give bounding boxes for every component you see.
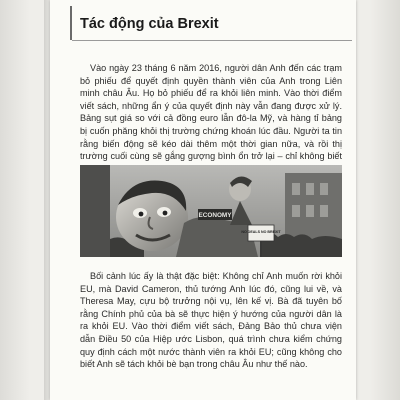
book-page [50,0,356,400]
photo-illustration [80,165,342,257]
parade-float-photo [80,165,342,257]
heading-box [70,6,352,40]
economy-sign-text: ECONOMY [198,212,232,220]
placard-text: NO DEALS NO BREXIT [241,230,281,234]
paragraph-1: Vào ngày 23 tháng 6 năm 2016, người dân Anh đến các trạm bỏ phiếu để quyết định quyền thành viên của Anh trong Liên minh châu Âu. Họ bỏ phiếu để ra khỏi liên minh. Vào thời điểm viết sách, những ẩn ý của quyết định này vẫn đang được xử lý. Bảng sụt giá so với cả đồng euro lẫn đô-la Mỹ, và hàng tỉ bảng bị cuốn phăng khỏi thị trường chứng khoán lúc đầu. Người ta tin rằng biến động sẽ kéo dài thêm một thời gian nữa, và rồi thị trường cuối cùng sẽ gắng gượng bình ổn trở lại – chỉ không biết [80,63,342,162]
building-left [80,165,110,257]
section-heading: Tác động của Brexit [80,16,219,32]
paragraph-2: Bối cảnh lúc ấy là thật đặc biệt: Không chỉ Anh muốn rời khỏi EU, mà David Cameron, thủ tướng Anh lúc đó, cũng lui về, và Theresa May, cựu bộ trưởng nội vụ, lên kế vị. Bà đã tuyên bố rằng Chính phủ của bà sẽ thực hiện ý hướng của người dân là ra khỏi EU. Vào thời điểm viết sách, Đảng Bảo thủ chưa viện dẫn Điều 50 của Hiệp ước Lisbon, quá trình chưa kiểm chứng quy định cách một nước thành viên ra khỏi EU; cũng không cho biết Anh sẽ tách khỏi bè bạn trong châu Âu như thế nào. [80,271,342,370]
